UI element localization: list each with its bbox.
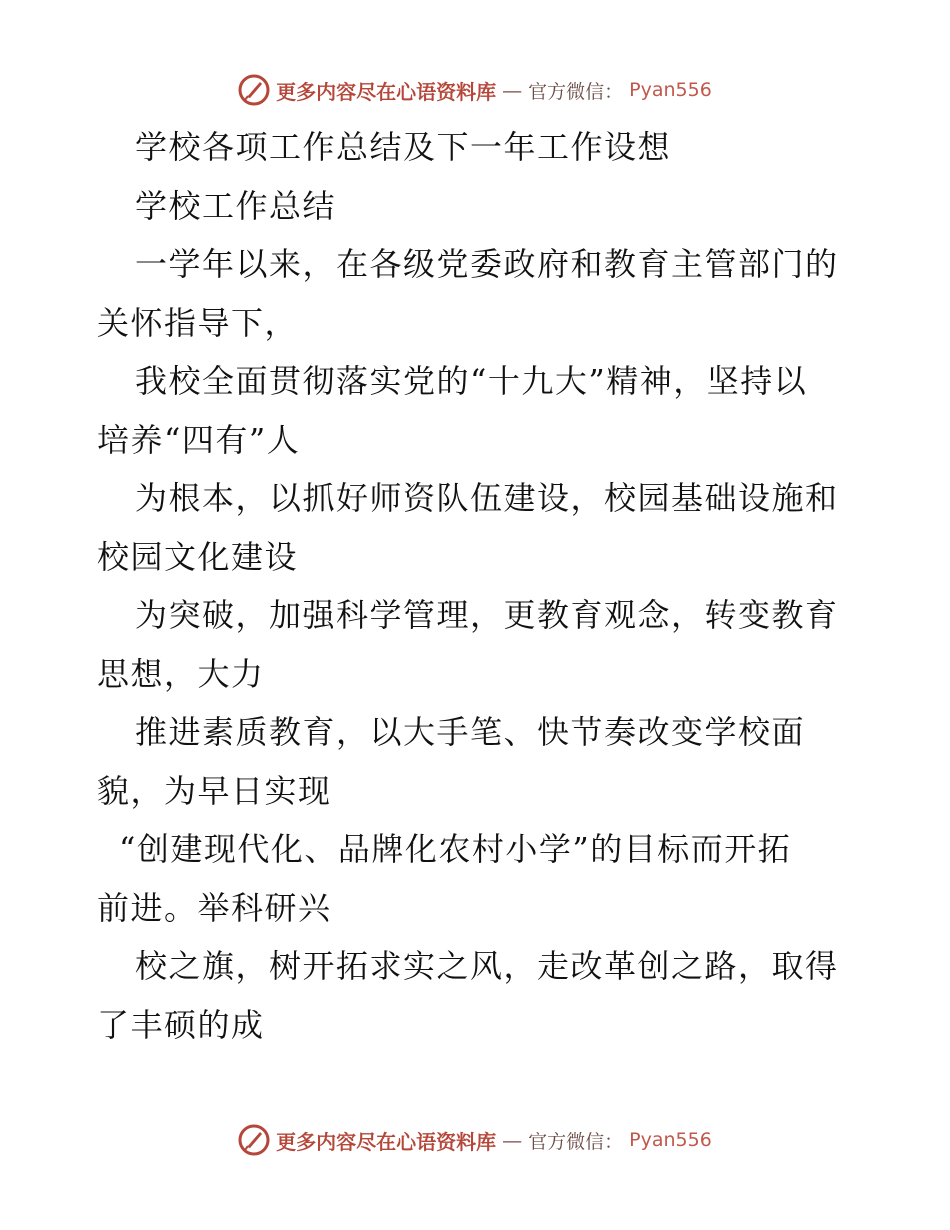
- paragraph-line: 培养“四有”人: [97, 420, 301, 459]
- paragraph-line: 为根本，以抓好师资队伍建设，校园基础设施和: [135, 479, 839, 517]
- header-watermark: [0, 72, 950, 108]
- watermark-dash: —: [502, 1128, 523, 1152]
- paragraph-line: 前进。举科研兴: [97, 888, 332, 927]
- document-body: [97, 118, 857, 1054]
- paragraph-line: 我校全面贯彻落实党的“十九大”精神，坚持以: [135, 362, 808, 400]
- paragraph-line: “创建现代化、品牌化农村小学”的目标而开拓: [119, 830, 792, 868]
- paragraph-line: 推进素质教育，以大手笔、快节奏改变学校面: [135, 713, 806, 751]
- quill-logo-icon: [238, 74, 270, 106]
- paragraph-line: 校园文化建设: [97, 537, 299, 576]
- quill-logo-icon: [238, 1124, 270, 1156]
- paragraph-line: 了丰硕的成: [97, 1005, 265, 1044]
- watermark-text: 更多内容尽在心语资料库: [276, 79, 497, 104]
- paragraph-line: 貌，为早日实现: [97, 771, 332, 810]
- paragraph-line: 校之旗，树开拓求实之风，走改革创之路，取得: [135, 947, 839, 985]
- watermark-label: 官方微信：: [528, 1130, 624, 1153]
- watermark-dash: —: [502, 78, 523, 102]
- paragraph-line: 关怀指导下，: [97, 303, 299, 342]
- paragraph-line: 思想，大力: [97, 654, 265, 693]
- document-title: 学校各项工作总结及下一年工作设想: [135, 128, 672, 166]
- watermark-label: 官方微信：: [528, 80, 624, 103]
- watermark-wechat-id: Pyan556: [629, 79, 712, 101]
- paragraph-line: 一学年以来，在各级党委政府和教育主管部门的: [135, 245, 839, 283]
- section-heading: 学校工作总结: [135, 186, 337, 225]
- footer-watermark: [0, 1122, 950, 1158]
- paragraph-line: 为突破，加强科学管理，更教育观念，转变教育: [135, 596, 839, 634]
- watermark-text: 更多内容尽在心语资料库: [276, 1129, 497, 1154]
- watermark-wechat-id: Pyan556: [629, 1129, 712, 1151]
